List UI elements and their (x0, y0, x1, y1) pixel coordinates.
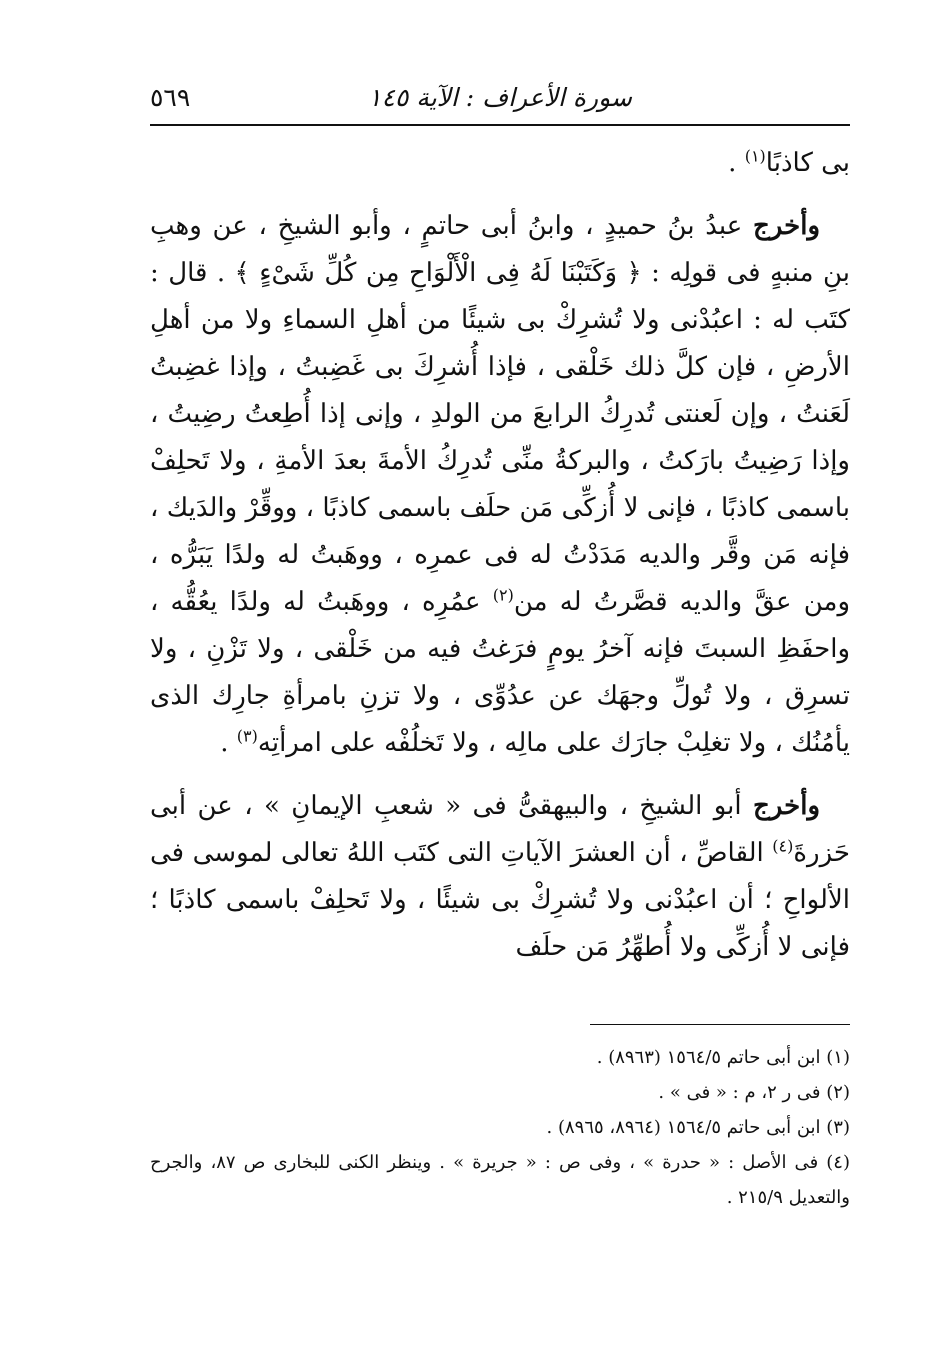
footnote-marker: (٢) (492, 585, 514, 605)
footnote-3: (٣) ابن أبى حاتم ١٥٦٤/٥ (٨٩٦٤، ٨٩٦٥) . (546, 1117, 850, 1138)
paragraph-end: . (220, 728, 237, 758)
footnotes (150, 1040, 850, 1215)
paragraph-continuation (150, 140, 850, 187)
footnote-marker: (١) (744, 146, 766, 166)
paragraph-text-continued: القاصِّ ، أن العشرَ الآياتِ التى كتَب اللهُ تعالى لموسى فى الألواحِ ؛ أن اعبُدْنى ولا تُشرِكْ بى شيئًا ، ولا تَحلِفْ باسمى كاذبًا ؛ فإنى لا أُزكِّى ولا أُطهِّرُ مَن حلَف (150, 838, 850, 962)
paragraph-wahb (150, 203, 850, 767)
paragraph-lead: وأخرج (753, 791, 820, 821)
paragraph-lead: وأخرج (753, 211, 820, 241)
paragraph-end: . (728, 148, 745, 178)
running-head (150, 78, 850, 118)
paragraph-text: عبدُ بنُ حميدٍ ، وابنُ أبى حاتمٍ ، وأبو الشيخِ ، عن وهبِ بنِ منبهٍ فى قولِه : ﴿ وَكَتَبْنَا لَهُ فِى الْأَلْوَاحِ مِن كُلِّ شَىْءٍ ﴾ . قال : كتَب له : اعبُدْنى ولا تُشرِكْ بى شيئًا من أهلِ السماءِ ولا من أهلِ الأرضِ ، فإن كلَّ ذلك خَلْقى ، فإذا أُشرِكَ بى غَضِبتُ ، وإذا غضِبتُ لَعَنتُ ، وإن لَعنتى تُدرِكُ الرابعَ من الولدِ ، وإنى إذا أُطِعتُ رضِيتُ ، وإذا رَضِيتُ بارَكتُ ، والبركةُ منِّى تُدرِكُ الأمةَ بعدَ الأمةِ ، ولا تَحلِفْ باسمى كاذبًا ، فإنى لا أُزكِّى مَن حلَف باسمى كاذبًا ، ووقِّرْ والدَيك ، فإنه مَن وقَّر والديه مَدَدْتُ له فى عمرِه ، ووهَبتُ له ولدًا يَبَرُّه ، ومن عقَّ والديه قصَّرتُ له من (150, 211, 850, 617)
paragraph-abu-hazra (150, 783, 850, 971)
paragraph-text-continued: عمُرِه ، ووهَبتُ له ولدًا يعُقُّه ، واحفَظِ السبتَ فإنه آخرُ يومٍ فرَغتُ فيه من خَلْقى ، ولا تَزْنِ ، ولا تسرِق ، ولا تُولِّ وجهَك عن عدُوِّى ، ولا تزنِ بامرأةِ جارِك الذى يأمُنُك ، ولا تغلِبْ جارَك على مالِه ، ولا تَخلُفْه على امرأتِه (150, 587, 850, 758)
header-divider (150, 124, 850, 126)
paragraph-text: أبو الشيخِ ، والبيهقىُّ فى « شعبِ الإيمانِ » ، عن أبى حَزرةَ (150, 791, 850, 868)
page-number: ٥٦٩ (150, 83, 191, 112)
footnote-divider (590, 1024, 850, 1025)
footnote-marker: (٣) (236, 726, 258, 746)
page-title: سورة الأعراف : الآية ١٤٥ (368, 83, 632, 112)
footnote-2: (٢) فى ر ٢، م : « فى » . (658, 1082, 850, 1103)
paragraph-text: بى كاذبًا (765, 148, 850, 178)
main-text (150, 140, 850, 971)
footnote-marker: (٤) (772, 836, 794, 856)
footnote-4: (٤) فى الأصل : « حدرة » ، وفى ص : « جريرة » . وينظر الكنى للبخارى ص ٨٧، والجرح والتعديل ٢١٥/٩ . (150, 1152, 850, 1208)
book-page (150, 0, 850, 1346)
footnote-1: (١) ابن أبى حاتم ١٥٦٤/٥ (٨٩٦٣) . (596, 1047, 850, 1068)
